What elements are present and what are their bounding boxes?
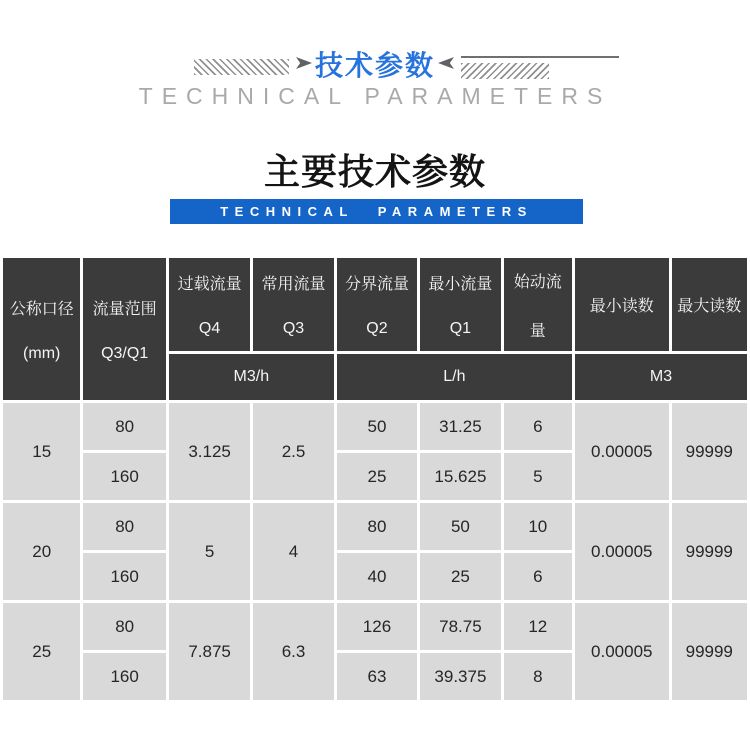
- cell-q1: 50: [420, 503, 500, 550]
- cell-max-reading: 99999: [672, 503, 747, 600]
- cell-q4: 7.875: [169, 603, 250, 700]
- header-overload-flow: [169, 258, 250, 351]
- header-boundary-flow-cn: 分界流量: [344, 276, 409, 293]
- cell-q3: 4: [253, 503, 333, 600]
- cell-diameter: 25: [3, 603, 80, 700]
- cell-q3: 2.5: [253, 403, 333, 500]
- cell-max-reading: 99999: [672, 403, 747, 500]
- horizontal-line-decoration: [461, 56, 619, 58]
- header-flow-range-cn: 流量范围: [92, 300, 157, 318]
- cell-q1: 31.25: [420, 403, 500, 450]
- cell-q1: 78.75: [420, 603, 500, 650]
- header-min-flow-symbol: Q1: [449, 320, 472, 337]
- cell-range: 80: [83, 503, 165, 550]
- cell-q2: 63: [337, 653, 417, 700]
- header-boundary-flow: [337, 258, 417, 351]
- cell-min-reading: 0.00005: [575, 403, 669, 500]
- table-row: [3, 403, 747, 450]
- header-common-flow: [253, 258, 333, 351]
- header-overload-flow-symbol: Q4: [198, 320, 221, 337]
- header-max-reading: 最大读数: [672, 258, 747, 351]
- header-overload-flow-cn: 过载流量: [177, 276, 242, 293]
- cell-start-flow: 5: [504, 453, 572, 500]
- header-nominal-diameter-unit: (mm): [23, 344, 61, 362]
- cell-min-reading: 0.00005: [575, 603, 669, 700]
- header-unit-m3: M3: [575, 354, 747, 400]
- cell-q4: 3.125: [169, 403, 250, 500]
- cell-q1: 39.375: [420, 653, 500, 700]
- section-title-en: TECHNICAL PARAMETERS: [138, 83, 612, 109]
- cell-range: 160: [83, 553, 165, 600]
- cell-q4: 5: [169, 503, 250, 600]
- header-min-flow: [420, 258, 500, 351]
- cell-range: 160: [83, 453, 165, 500]
- cell-q1: 15.625: [420, 453, 500, 500]
- cell-start-flow: 8: [504, 653, 572, 700]
- section-title-cn: 技术参数: [314, 50, 435, 81]
- cell-q2: 40: [337, 553, 417, 600]
- cell-diameter: 20: [3, 503, 80, 600]
- cell-range: 80: [83, 403, 165, 450]
- cell-start-flow: 12: [504, 603, 572, 650]
- header-start-flow: [504, 258, 572, 351]
- banner: [170, 199, 583, 224]
- cell-diameter: 15: [3, 403, 80, 500]
- banner-text: TECHNICAL PARAMETERS: [220, 204, 533, 219]
- header-nominal-diameter-cn: 公称口径: [9, 300, 74, 318]
- cell-q2: 50: [337, 403, 417, 450]
- technical-parameters-table: [0, 255, 750, 703]
- header-min-reading: 最小读数: [575, 258, 669, 351]
- cell-range: 160: [83, 653, 165, 700]
- header-nominal-diameter: [3, 258, 80, 400]
- header-flow-range: [83, 258, 165, 400]
- cell-max-reading: 99999: [672, 603, 747, 700]
- cell-range: 80: [83, 603, 165, 650]
- cell-q2: 126: [337, 603, 417, 650]
- table-row: [3, 503, 747, 550]
- header-start-flow-cn1: 始动流: [513, 273, 562, 291]
- cell-q2: 25: [337, 453, 417, 500]
- header-common-flow-symbol: Q3: [282, 320, 305, 337]
- cell-start-flow: 10: [504, 503, 572, 550]
- cell-min-reading: 0.00005: [575, 503, 669, 600]
- header-boundary-flow-symbol: Q2: [366, 320, 388, 337]
- header-unit-m3h: M3/h: [169, 354, 334, 400]
- header-common-flow-cn: 常用流量: [261, 276, 326, 293]
- cell-q3: 6.3: [253, 603, 333, 700]
- header-flow-range-ratio: Q3/Q1: [101, 344, 149, 362]
- header-start-flow-cn2: 量: [529, 322, 546, 340]
- table-row: [3, 603, 747, 650]
- header-unit-lh: L/h: [337, 354, 572, 400]
- cell-start-flow: 6: [504, 553, 572, 600]
- cell-q1: 25: [420, 553, 500, 600]
- cell-q2: 80: [337, 503, 417, 550]
- header-min-flow-cn: 最小流量: [428, 276, 493, 293]
- cell-start-flow: 6: [504, 403, 572, 450]
- main-title: 主要技术参数: [263, 151, 486, 192]
- hatch-decoration-right: [461, 63, 549, 79]
